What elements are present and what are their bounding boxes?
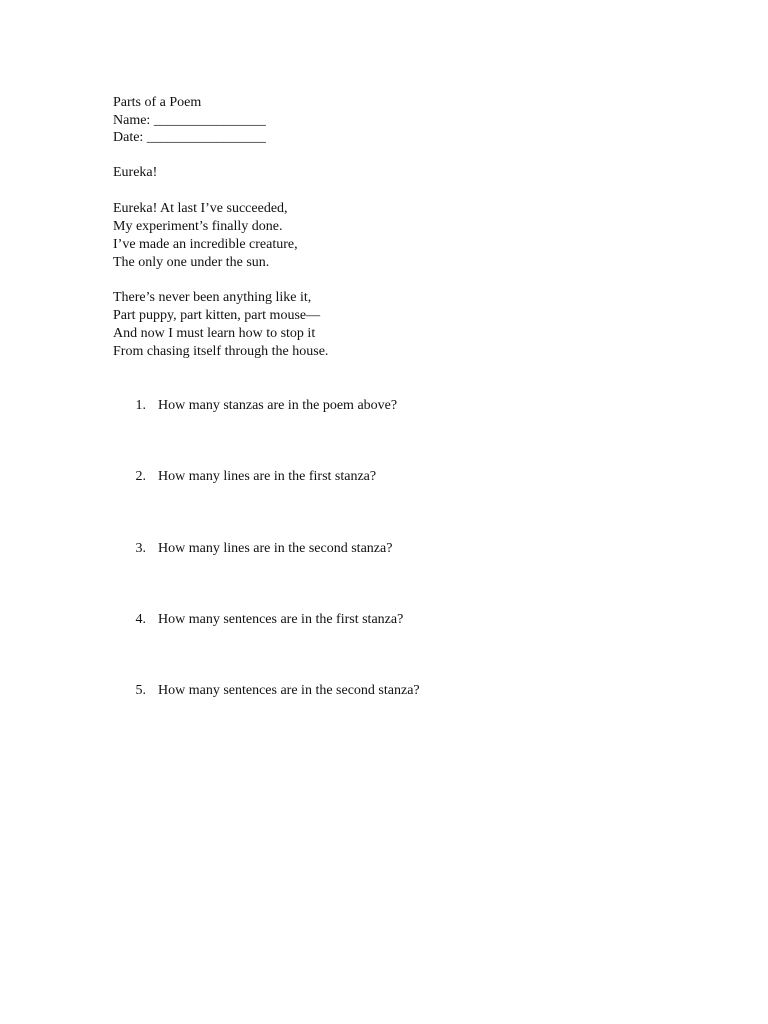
question-text: How many sentences are in the first stanza? bbox=[158, 612, 404, 627]
date-field-line: Date: _________________ bbox=[113, 130, 266, 145]
poem-stanza-2 bbox=[113, 289, 328, 361]
question-item-5 bbox=[0, 681, 768, 701]
question-item-2 bbox=[0, 467, 768, 487]
poem-line: Eureka! At last I’ve succeeded, bbox=[113, 201, 288, 216]
poem-line: Part puppy, part kitten, part mouse— bbox=[113, 308, 321, 323]
question-item-3 bbox=[0, 539, 768, 559]
question-item-4 bbox=[0, 610, 768, 630]
question-number: 1. bbox=[135, 398, 146, 413]
question-text: How many stanzas are in the poem above? bbox=[158, 398, 398, 413]
poem-line: I’ve made an incredible creature, bbox=[113, 237, 298, 252]
question-text: How many lines are in the second stanza? bbox=[158, 541, 393, 556]
question-number: 3. bbox=[135, 541, 146, 556]
question-item-1 bbox=[0, 396, 768, 416]
poem-line: And now I must learn how to stop it bbox=[113, 326, 316, 341]
question-text: How many sentences are in the second stanza? bbox=[158, 683, 420, 698]
poem-line: From chasing itself through the house. bbox=[113, 344, 329, 359]
poem-line: My experiment’s finally done. bbox=[113, 219, 283, 234]
question-text: How many lines are in the first stanza? bbox=[158, 469, 377, 484]
poem-stanza-1 bbox=[113, 200, 298, 272]
poem-line: The only one under the sun. bbox=[113, 255, 270, 270]
worksheet-title: Parts of a Poem bbox=[113, 95, 202, 110]
question-number: 2. bbox=[135, 469, 146, 484]
question-number: 4. bbox=[135, 612, 146, 627]
worksheet-header bbox=[113, 94, 266, 147]
poem-line: There’s never been anything like it, bbox=[113, 290, 312, 305]
poem-title: Eureka! bbox=[113, 165, 158, 180]
question-number: 5. bbox=[135, 683, 146, 698]
name-field-line: Name: ________________ bbox=[113, 112, 266, 128]
